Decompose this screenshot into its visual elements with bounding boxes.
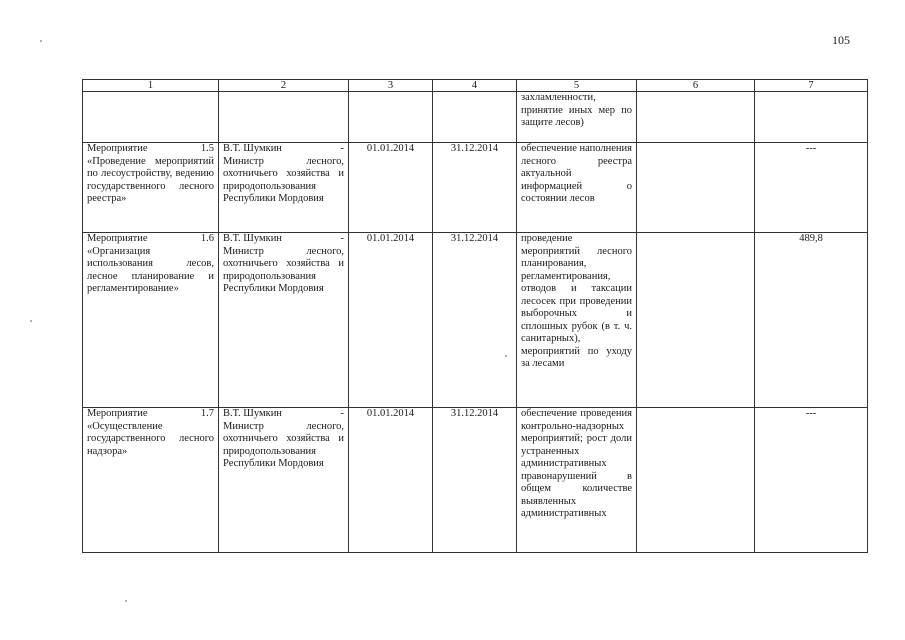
column-header-6: 6 [637,80,755,92]
col7-cell: 489,8 [755,233,868,408]
event-number: 1.6 [200,233,214,244]
column-header-4: 4 [433,80,517,92]
event-title: «Организация использования лесов, лесное планирование и регламентирование» [87,245,214,294]
header-row [83,80,868,92]
event-cell [83,92,219,143]
executor-cell [219,92,349,143]
column-header-7: 7 [755,80,868,92]
event-number: 1.7 [200,408,214,419]
col6-cell [637,143,755,233]
scan-speck [40,40,42,42]
event-cell [83,408,219,553]
col6-cell [637,233,755,408]
scan-speck [125,600,127,602]
executor-cell [219,408,349,553]
scan-speck [505,355,507,357]
executor-dash: - [340,233,344,244]
start-date-cell: 01.01.2014 [349,143,433,233]
column-header-1: 1 [83,80,219,92]
executor-cell [219,143,349,233]
start-date-cell: 01.01.2014 [349,233,433,408]
event-title: «Проведение мероприятий по лесоустройству, ведению государственного лесного реестра» [87,155,214,204]
program-events-table [82,79,868,553]
executor-name: В.Т. Шумкин [223,408,282,419]
event-label: Мероприятие [87,408,148,419]
end-date-cell: 31.12.2014 [433,408,517,553]
executor-cell [219,233,349,408]
event-number: 1.5 [200,143,214,154]
executor-position: Министр лесного, охотничьего хозяйства и природопользования Республики Мордовия [223,155,344,204]
result-cell: проведение мероприятий лесного планирования, регламентирования, отводов и таксации лесосек при проведении выборочных и сплошных рубок (в т. ч. санитарных), мероприятий по уходу за лесами [517,233,637,408]
column-header-2: 2 [219,80,349,92]
event-title: «Осуществление государственного лесного надзора» [87,420,214,457]
end-date-cell [433,92,517,143]
result-cell: обеспечение проведения контрольно-надзорных мероприятий; рост доли устраненных административных правонарушений в общем количестве выявленных административных [517,408,637,553]
result-cell: захламленности, принятие иных мер по защите лесов) [517,92,637,143]
table-row [83,408,868,553]
executor-position: Министр лесного, охотничьего хозяйства и природопользования Республики Мордовия [223,420,344,469]
event-label: Мероприятие [87,143,148,154]
col7-cell: --- [755,143,868,233]
event-cell [83,233,219,408]
executor-name: В.Т. Шумкин [223,143,282,154]
start-date-cell [349,92,433,143]
col6-cell [637,408,755,553]
column-header-3: 3 [349,80,433,92]
executor-dash: - [340,408,344,419]
col6-cell [637,92,755,143]
executor-dash: - [340,143,344,154]
table-row [83,92,868,143]
scan-speck [30,320,32,322]
event-cell [83,143,219,233]
start-date-cell: 01.01.2014 [349,408,433,553]
executor-position: Министр лесного, охотничьего хозяйства и природопользования Республики Мордовия [223,245,344,294]
page-number: 105 [832,33,850,47]
event-label: Мероприятие [87,233,148,244]
table-row [83,233,868,408]
col7-cell [755,92,868,143]
col7-cell: --- [755,408,868,553]
end-date-cell: 31.12.2014 [433,233,517,408]
column-header-5: 5 [517,80,637,92]
end-date-cell: 31.12.2014 [433,143,517,233]
result-cell: обеспечение наполнения лесного реестра актуальной информацией о состоянии лесов [517,143,637,233]
executor-name: В.Т. Шумкин [223,233,282,244]
table-row [83,143,868,233]
